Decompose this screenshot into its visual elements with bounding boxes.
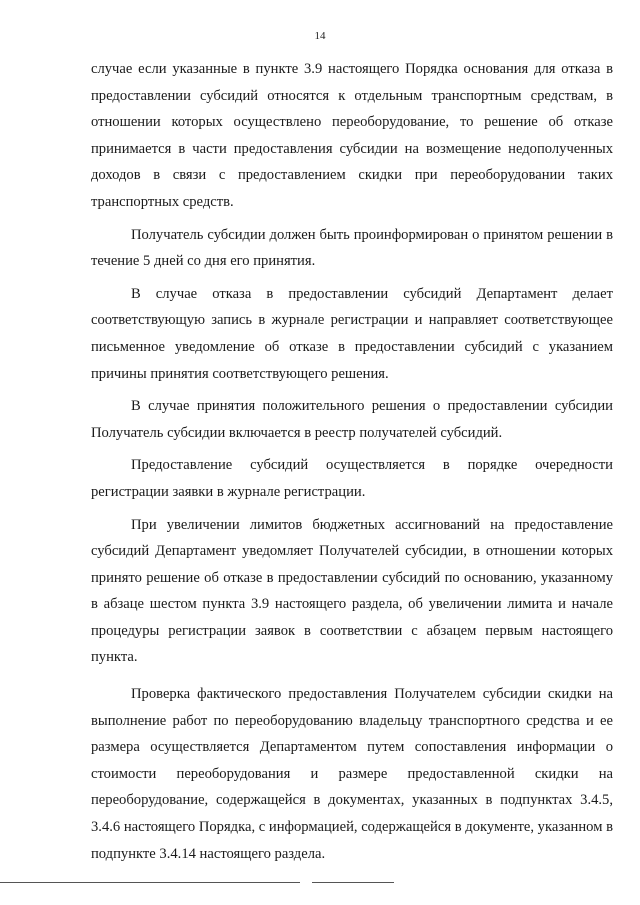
paragraph-refusal: В случае отказа в предоставлении субсидий Департамент делает соответствующую запись в журнале регистрации и направляет соответствующее письменное уведомление об отказе в предоставлении субсидий с указанием причины принятия соответствующего решения. [91,285,613,382]
paragraph-positive-decision: В случае принятия положительного решения о предоставлении субсидии Получатель субсидии включается в реестр получателей субсидий. [91,398,613,441]
paragraph-continuation: случае если указанные в пункте 3.9 настоящего Порядка основания для отказа в предоставлении субсидий относятся к отдельным транспортным средствам, в отношении которых осуществлено переоборудование, то решение об отказе принимается в части предоставления субсидии на возмещение недополученных доходов в связи с предоставлением скидки при переоборудовании таких транспортных средств. [91,61,613,210]
document-body [91,56,613,867]
paragraph-discount-verification: Проверка фактического предоставления Получателем субсидии скидки на выполнение работ по переоборудованию владельцу транспортного средства и ее размера осуществляется Департаментом путем сопоставления информации о стоимости переоборудования и размере предоставленной скидки на переоборудование, содержащейся в документах, указанных в подпунктах 3.4.5, 3.4.6 настоящего Порядка, с информацией, содержащейся в документе, указанном в подпункте 3.4.14 настоящего раздела. [91,686,613,862]
page-number: 14 [314,30,326,42]
paragraph-notification: Получатель субсидии должен быть проинформирован о принятом решении в течение 5 дней со дня его принятия. [91,226,613,270]
paragraph-queue-order: Предоставление субсидий осуществляется в порядке очередности регистрации заявки в журнале регистрации. [91,457,613,500]
footer-rule-left [0,882,300,883]
footer-rule-right [312,882,394,883]
paragraph-limit-increase: При увеличении лимитов бюджетных ассигнований на предоставление субсидий Департамент уведомляет Получателей субсидии, в отношении которых принято решение об отказе в предоставлении субсидий по основанию, указанному в абзаце шестом пункта 3.9 настоящего раздела, об увеличении лимита и начале процедуры регистрации заявок в соответствии с абзацем первым настоящего пункта. [91,516,613,666]
